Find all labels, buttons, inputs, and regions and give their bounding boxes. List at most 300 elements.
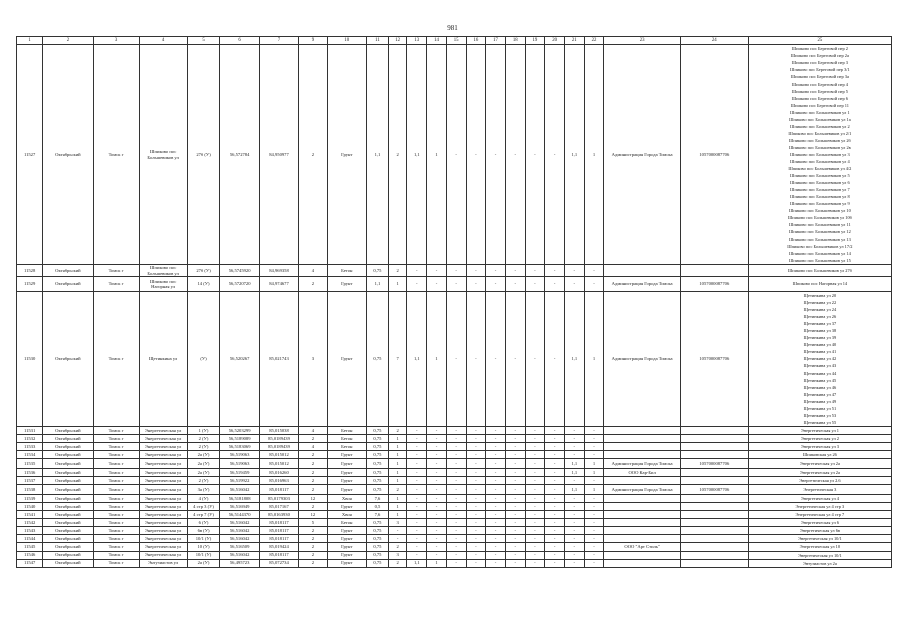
table-cell: 0,75 [367, 434, 389, 442]
table-cell: Томск г [93, 292, 139, 427]
table-cell: - [505, 469, 525, 477]
table-cell: Бетон [327, 442, 366, 450]
table-cell: - [584, 551, 604, 559]
table-cell: Администрация Города Томска [604, 45, 681, 265]
table-cell [680, 527, 748, 535]
table-cell: Администрация Города Томска [604, 292, 681, 427]
table-cell: 2 [388, 559, 407, 567]
header-cell: 21 [564, 37, 584, 45]
table-cell: - [446, 469, 466, 477]
table-cell: 56,5203299 [220, 426, 259, 434]
table-row [17, 527, 892, 535]
header-cell: 11 [367, 37, 389, 45]
address-list-cell [748, 265, 891, 277]
table-cell: Хвоя [327, 511, 366, 519]
table-cell: Октябрьский [43, 451, 93, 459]
address-line: Шпиково пос Большевиков ул 4 [790, 159, 850, 165]
table-cell: 56,516949 [220, 503, 259, 511]
address-line: Шпиково пос Береговой пер 3 [791, 60, 848, 66]
table-cell [680, 469, 748, 477]
table-cell: 0,75 [367, 469, 389, 477]
table-cell: Энергетическая ул [139, 442, 187, 450]
address-list-cell [748, 551, 891, 559]
address-line: Шпиково пос Береговой пер 6 [791, 95, 848, 101]
table-cell: - [505, 559, 525, 567]
table-cell: 85,017167 [259, 503, 298, 511]
table-cell: 2 [299, 559, 327, 567]
table-cell: 7,6 [367, 495, 389, 503]
table-cell: 4 стр 3 (У) [187, 503, 220, 511]
table-cell: 0,75 [367, 527, 389, 535]
table-cell: 1 [388, 477, 407, 485]
header-cell: 5 [187, 37, 220, 45]
table-cell: - [427, 511, 447, 519]
table-cell: 27б (У) [187, 45, 220, 265]
table-cell: - [427, 543, 447, 551]
address-line: Шпиково пос Большевиков ул 13 [788, 236, 851, 242]
table-row [17, 519, 892, 527]
table-cell: - [446, 434, 466, 442]
table-cell: 11532 [17, 434, 43, 442]
header-cell: 16 [466, 37, 486, 45]
table-cell [680, 503, 748, 511]
table-cell: 0,75 [367, 535, 389, 543]
table-cell: - [584, 527, 604, 535]
table-cell: - [486, 292, 506, 427]
table-cell: - [466, 559, 486, 567]
table-cell [680, 426, 748, 434]
table-cell: 2 [388, 45, 407, 265]
table-cell: 85,018117 [259, 485, 298, 495]
table-cell: Томск г [93, 277, 139, 292]
address-line: Щетинкина ул 44 [803, 370, 837, 376]
table-cell: 56,5745920 [220, 265, 259, 277]
table-cell: Шпиково пос Большевиков ул [139, 45, 187, 265]
address-line: Щетинкина ул 42 [803, 356, 837, 362]
table-cell: 2 (У) [187, 434, 220, 442]
table-cell: - [466, 485, 486, 495]
table-cell: - [564, 535, 584, 543]
table-cell: - [407, 511, 427, 519]
table-cell: - [525, 527, 545, 535]
table-cell: 12 [299, 511, 327, 519]
table-cell: 3 [299, 292, 327, 427]
table-cell: - [427, 477, 447, 485]
address-line: Шпиково пос Береговой пер 4 [791, 81, 848, 87]
table-cell: - [584, 426, 604, 434]
table-cell [604, 442, 681, 450]
table-cell: - [427, 426, 447, 434]
table-cell: 5 [299, 519, 327, 527]
table-cell: 11531 [17, 426, 43, 434]
table-cell: - [584, 535, 604, 543]
table-cell: 1057000087706 [680, 459, 748, 469]
table-cell: Грунт [327, 551, 366, 559]
address-line: Шпиково пос Большевиков ул 8 [790, 194, 850, 200]
address-list-cell [748, 485, 891, 495]
table-cell: Грунт [327, 277, 366, 292]
address-line: Энергетическая ул 3 [800, 443, 839, 449]
table-cell: 1057000087706 [680, 45, 748, 265]
address-line: Энергетическая ул 2а [799, 470, 840, 476]
table-cell: - [545, 434, 565, 442]
table-cell: 85,0189439 [259, 442, 298, 450]
table-cell: 11539 [17, 495, 43, 503]
table-cell: Томск г [93, 45, 139, 265]
table-cell: 11530 [17, 292, 43, 427]
table-cell: - [505, 277, 525, 292]
table-cell: 56,519063 [220, 451, 259, 459]
table-cell: 0,5 [367, 503, 389, 511]
table-cell: 2 [388, 426, 407, 434]
table-cell: ООО "Арт Стиль" [604, 543, 681, 551]
table-cell: 56,519922 [220, 477, 259, 485]
header-cell: 24 [680, 37, 748, 45]
address-line: Шпиково пос Большевиков ул 10 [788, 208, 851, 214]
address-list-cell [748, 477, 891, 485]
table-cell: 0,75 [367, 543, 389, 551]
table-cell: Бетон [327, 426, 366, 434]
table-cell: - [545, 485, 565, 495]
table-cell: 1057000087706 [680, 292, 748, 427]
table-cell: Грунт [327, 485, 366, 495]
table-cell: 0,75 [367, 459, 389, 469]
table-cell: - [564, 277, 584, 292]
header-cell: 10 [327, 37, 366, 45]
table-cell: 0,75 [367, 559, 389, 567]
address-list-cell [748, 459, 891, 469]
address-line: Шпиково пос Большевиков ул 5 [790, 173, 850, 179]
table-cell: 56,5189089 [220, 434, 259, 442]
table-cell: - [427, 535, 447, 543]
table-cell: - [505, 292, 525, 427]
address-line: Энергетическая ул 10/1 [797, 552, 842, 558]
table-cell: - [505, 511, 525, 519]
table-cell: - [505, 45, 525, 265]
table-cell: - [505, 543, 525, 551]
header-cell: 7 [259, 37, 298, 45]
table-cell: - [525, 551, 545, 559]
address-line: Энергетическая ул 2 [800, 435, 839, 441]
header-cell: 9 [299, 37, 327, 45]
table-cell: - [545, 511, 565, 519]
table-cell: - [427, 434, 447, 442]
table-cell: - [525, 469, 545, 477]
address-line: Шпиково пос Большевиков ул 2 [790, 123, 850, 129]
table-cell: - [427, 469, 447, 477]
table-cell: 2 [299, 503, 327, 511]
table-cell [604, 535, 681, 543]
table-cell: Грунт [327, 292, 366, 427]
table-cell: 85,072734 [259, 559, 298, 567]
table-cell: 1 [388, 469, 407, 477]
table-cell: 1 [584, 459, 604, 469]
table-cell: ООО Кар-Бил [604, 469, 681, 477]
table-cell: (У) [187, 292, 220, 427]
table-cell: - [407, 485, 427, 495]
table-cell: Октябрьский [43, 426, 93, 434]
table-cell: Томск г [93, 477, 139, 485]
table-cell: 27б (У) [187, 265, 220, 277]
table-cell: 85,0189439 [259, 434, 298, 442]
table-cell: - [466, 265, 486, 277]
table-cell: - [427, 277, 447, 292]
table-cell: Энергетическая ул [139, 535, 187, 543]
table-cell: - [525, 485, 545, 495]
table-cell: 2 [299, 434, 327, 442]
table-cell: 56,5183069 [220, 442, 259, 450]
table-cell: 1 [388, 277, 407, 292]
table-cell: Энергетическая ул [139, 451, 187, 459]
table-cell: Томск г [93, 519, 139, 527]
table-cell: 1 [388, 434, 407, 442]
address-line: Энергетическая ул 2.6 [799, 478, 841, 484]
table-cell [604, 434, 681, 442]
address-line: Шпиково пос Береговой пер 3а [790, 74, 849, 80]
table-cell: 11536 [17, 469, 43, 477]
address-line: Шпиково пос Большевиков ул 4/2 [788, 166, 852, 172]
table-cell: - [407, 503, 427, 511]
address-list-cell [748, 495, 891, 503]
table-cell: 1 [388, 503, 407, 511]
table-cell: - [407, 519, 427, 527]
address-line: Шпиково пос Береговой пер 3/1 [790, 67, 850, 73]
address-list-cell [748, 519, 891, 527]
table-cell: Октябрьский [43, 535, 93, 543]
table-cell: - [388, 535, 407, 543]
table-cell: 85,015012 [259, 459, 298, 469]
table-cell: 85,016260 [259, 469, 298, 477]
table-cell: 85,0179303 [259, 495, 298, 503]
table-cell: Грунт [327, 503, 366, 511]
table-cell: - [545, 543, 565, 551]
table-cell: - [584, 503, 604, 511]
address-line: Энергетическая ул 4 стр 3 [795, 504, 845, 510]
table-cell: 2 [388, 265, 407, 277]
table-cell: 1,1 [367, 45, 389, 265]
table-cell: - [505, 265, 525, 277]
table-cell: - [486, 535, 506, 543]
table-cell: 2а (У) [187, 451, 220, 459]
address-list-cell [748, 527, 891, 535]
table-cell: - [564, 451, 584, 459]
table-cell: - [505, 535, 525, 543]
table-row [17, 543, 892, 551]
table-cell: - [505, 477, 525, 485]
table-cell: 1 [427, 292, 447, 427]
table-row [17, 265, 892, 277]
table-cell: Бетон [327, 519, 366, 527]
header-cell: 13 [407, 37, 427, 45]
address-list-cell [748, 442, 891, 450]
table-cell: - [446, 543, 466, 551]
address-line: Энергетическая ул 4 стр 7 [795, 512, 845, 518]
table-cell: Энергетическая ул [139, 551, 187, 559]
header-cell: 14 [427, 37, 447, 45]
table-cell: 2 (У) [187, 477, 220, 485]
table-cell: - [446, 503, 466, 511]
table-cell: 1 [388, 451, 407, 459]
table-cell: - [545, 459, 565, 469]
table-cell: - [486, 551, 506, 559]
table-cell [680, 451, 748, 459]
table-cell: - [486, 477, 506, 485]
table-cell: Энергетическая ул [139, 527, 187, 535]
table-cell: - [407, 426, 427, 434]
table-row [17, 434, 892, 442]
table-cell: - [564, 511, 584, 519]
table-cell: 1,1 [407, 45, 427, 265]
table-cell: 2 [299, 485, 327, 495]
table-cell [680, 535, 748, 543]
table-cell: - [407, 527, 427, 535]
address-line: Щетинкина ул 41 [803, 349, 837, 355]
address-list-cell [748, 434, 891, 442]
table-cell: 56,516042 [220, 551, 259, 559]
address-line: Шпиково пос Большевиков ул 11 [789, 222, 851, 228]
address-line: Шпиково пос Береговой пер 11 [790, 102, 849, 108]
table-cell: 85,018117 [259, 535, 298, 543]
table-cell: 10/1 (У) [187, 551, 220, 559]
table-cell [604, 265, 681, 277]
table-cell: - [584, 559, 604, 567]
table-cell: - [407, 477, 427, 485]
table-cell: Энергетическая ул [139, 469, 187, 477]
table-cell: - [486, 543, 506, 551]
table-cell: - [446, 442, 466, 450]
table-cell: Томск г [93, 426, 139, 434]
address-line: Шпиково пос Большевиков ул 17/2 [787, 243, 853, 249]
address-line: Щетинкина ул 47 [803, 391, 837, 397]
table-cell: - [486, 527, 506, 535]
table-cell: 56,516042 [220, 485, 259, 495]
table-cell [680, 559, 748, 567]
table-cell: 2 [299, 543, 327, 551]
header-cell: 20 [545, 37, 565, 45]
address-line: Энергетическая ул 6в [799, 528, 840, 534]
table-cell: - [427, 485, 447, 495]
table-cell: 85,018117 [259, 519, 298, 527]
table-cell: 11538 [17, 485, 43, 495]
address-line: Шпиково пос Большевиков ул 15 [788, 257, 851, 263]
table-cell: 11542 [17, 519, 43, 527]
table-cell: - [525, 477, 545, 485]
table-cell: 4 [299, 265, 327, 277]
address-line: Шпиково пос Большевиков ул 2в [789, 144, 851, 150]
table-row [17, 485, 892, 495]
table-cell: 11543 [17, 527, 43, 535]
table-cell: - [466, 292, 486, 427]
table-cell: Грунт [327, 451, 366, 459]
table-cell: 1,1 [407, 292, 427, 427]
table-cell: - [564, 551, 584, 559]
table-cell: Грунт [327, 535, 366, 543]
table-cell: - [446, 535, 466, 543]
table-cell: - [466, 535, 486, 543]
address-list-cell [748, 511, 891, 519]
table-cell: Администрация Города Томска [604, 459, 681, 469]
table-cell: - [505, 426, 525, 434]
table-cell [680, 265, 748, 277]
table-cell: 1 [427, 559, 447, 567]
table-cell: - [486, 495, 506, 503]
table-cell: 1,1 [564, 485, 584, 495]
address-line: Шпиково пос Большевиков ул 3 [790, 151, 850, 157]
table-cell: - [466, 434, 486, 442]
table-cell: Томск г [93, 503, 139, 511]
table-cell [604, 527, 681, 535]
table-cell: - [486, 426, 506, 434]
table-cell: 85,021743 [259, 292, 298, 427]
table-cell: 85,0163930 [259, 511, 298, 519]
address-line: Щетинкина ул 43 [803, 363, 837, 369]
address-line: Щетинкина ул 37 [803, 321, 837, 327]
table-cell: Томск г [93, 527, 139, 535]
table-cell: - [545, 442, 565, 450]
table-cell: Томск г [93, 559, 139, 567]
table-cell: 56,516042 [220, 527, 259, 535]
address-line: Энергетическая ул 2а [799, 461, 840, 467]
table-cell: - [407, 551, 427, 559]
table-cell: - [446, 451, 466, 459]
table-cell: 4 [299, 442, 327, 450]
table-cell: - [466, 477, 486, 485]
table-cell: 84,950977 [259, 45, 298, 265]
table-cell: - [545, 292, 565, 427]
table-cell: 56,5181808 [220, 495, 259, 503]
table-cell: 2 [299, 277, 327, 292]
table-cell [604, 551, 681, 559]
table-cell: Энергетическая ул [139, 485, 187, 495]
table-cell: 2 [388, 485, 407, 495]
table-cell: - [407, 469, 427, 477]
table-cell: 2 [299, 535, 327, 543]
table-cell: Шпиково пос Нагорная ул [139, 277, 187, 292]
table-cell: 2 [299, 45, 327, 265]
table-cell: 56,495723 [220, 559, 259, 567]
table-cell: - [427, 451, 447, 459]
table-cell: - [505, 451, 525, 459]
table-cell [680, 495, 748, 503]
table-cell: - [505, 551, 525, 559]
table-cell: - [545, 477, 565, 485]
table-cell: Октябрьский [43, 45, 93, 265]
address-line: Щетинкина ул 20 [803, 293, 837, 298]
address-line: Шпиково пос Береговой пер 5 [791, 88, 848, 94]
header-cell: 23 [604, 37, 681, 45]
table-row [17, 451, 892, 459]
table-cell: 1 [427, 45, 447, 265]
table-cell: Октябрьский [43, 503, 93, 511]
header-cell: 2 [43, 37, 93, 45]
table-cell: 85,016963 [259, 477, 298, 485]
table-cell: 0,75 [367, 477, 389, 485]
header-cell: 25 [748, 37, 891, 45]
table-row [17, 459, 892, 469]
table-cell: Томск г [93, 485, 139, 495]
table-cell: - [564, 543, 584, 551]
table-cell: Октябрьский [43, 442, 93, 450]
table-cell: - [525, 434, 545, 442]
table-cell: 85,019424 [259, 543, 298, 551]
table-cell: - [486, 45, 506, 265]
address-line: Энергетическая ул 6 [800, 520, 839, 526]
table-cell: 11533 [17, 442, 43, 450]
table-cell: 11541 [17, 511, 43, 519]
address-line: Энергетическая ул 1 [800, 427, 839, 433]
table-cell: - [388, 527, 407, 535]
table-cell: - [505, 527, 525, 535]
